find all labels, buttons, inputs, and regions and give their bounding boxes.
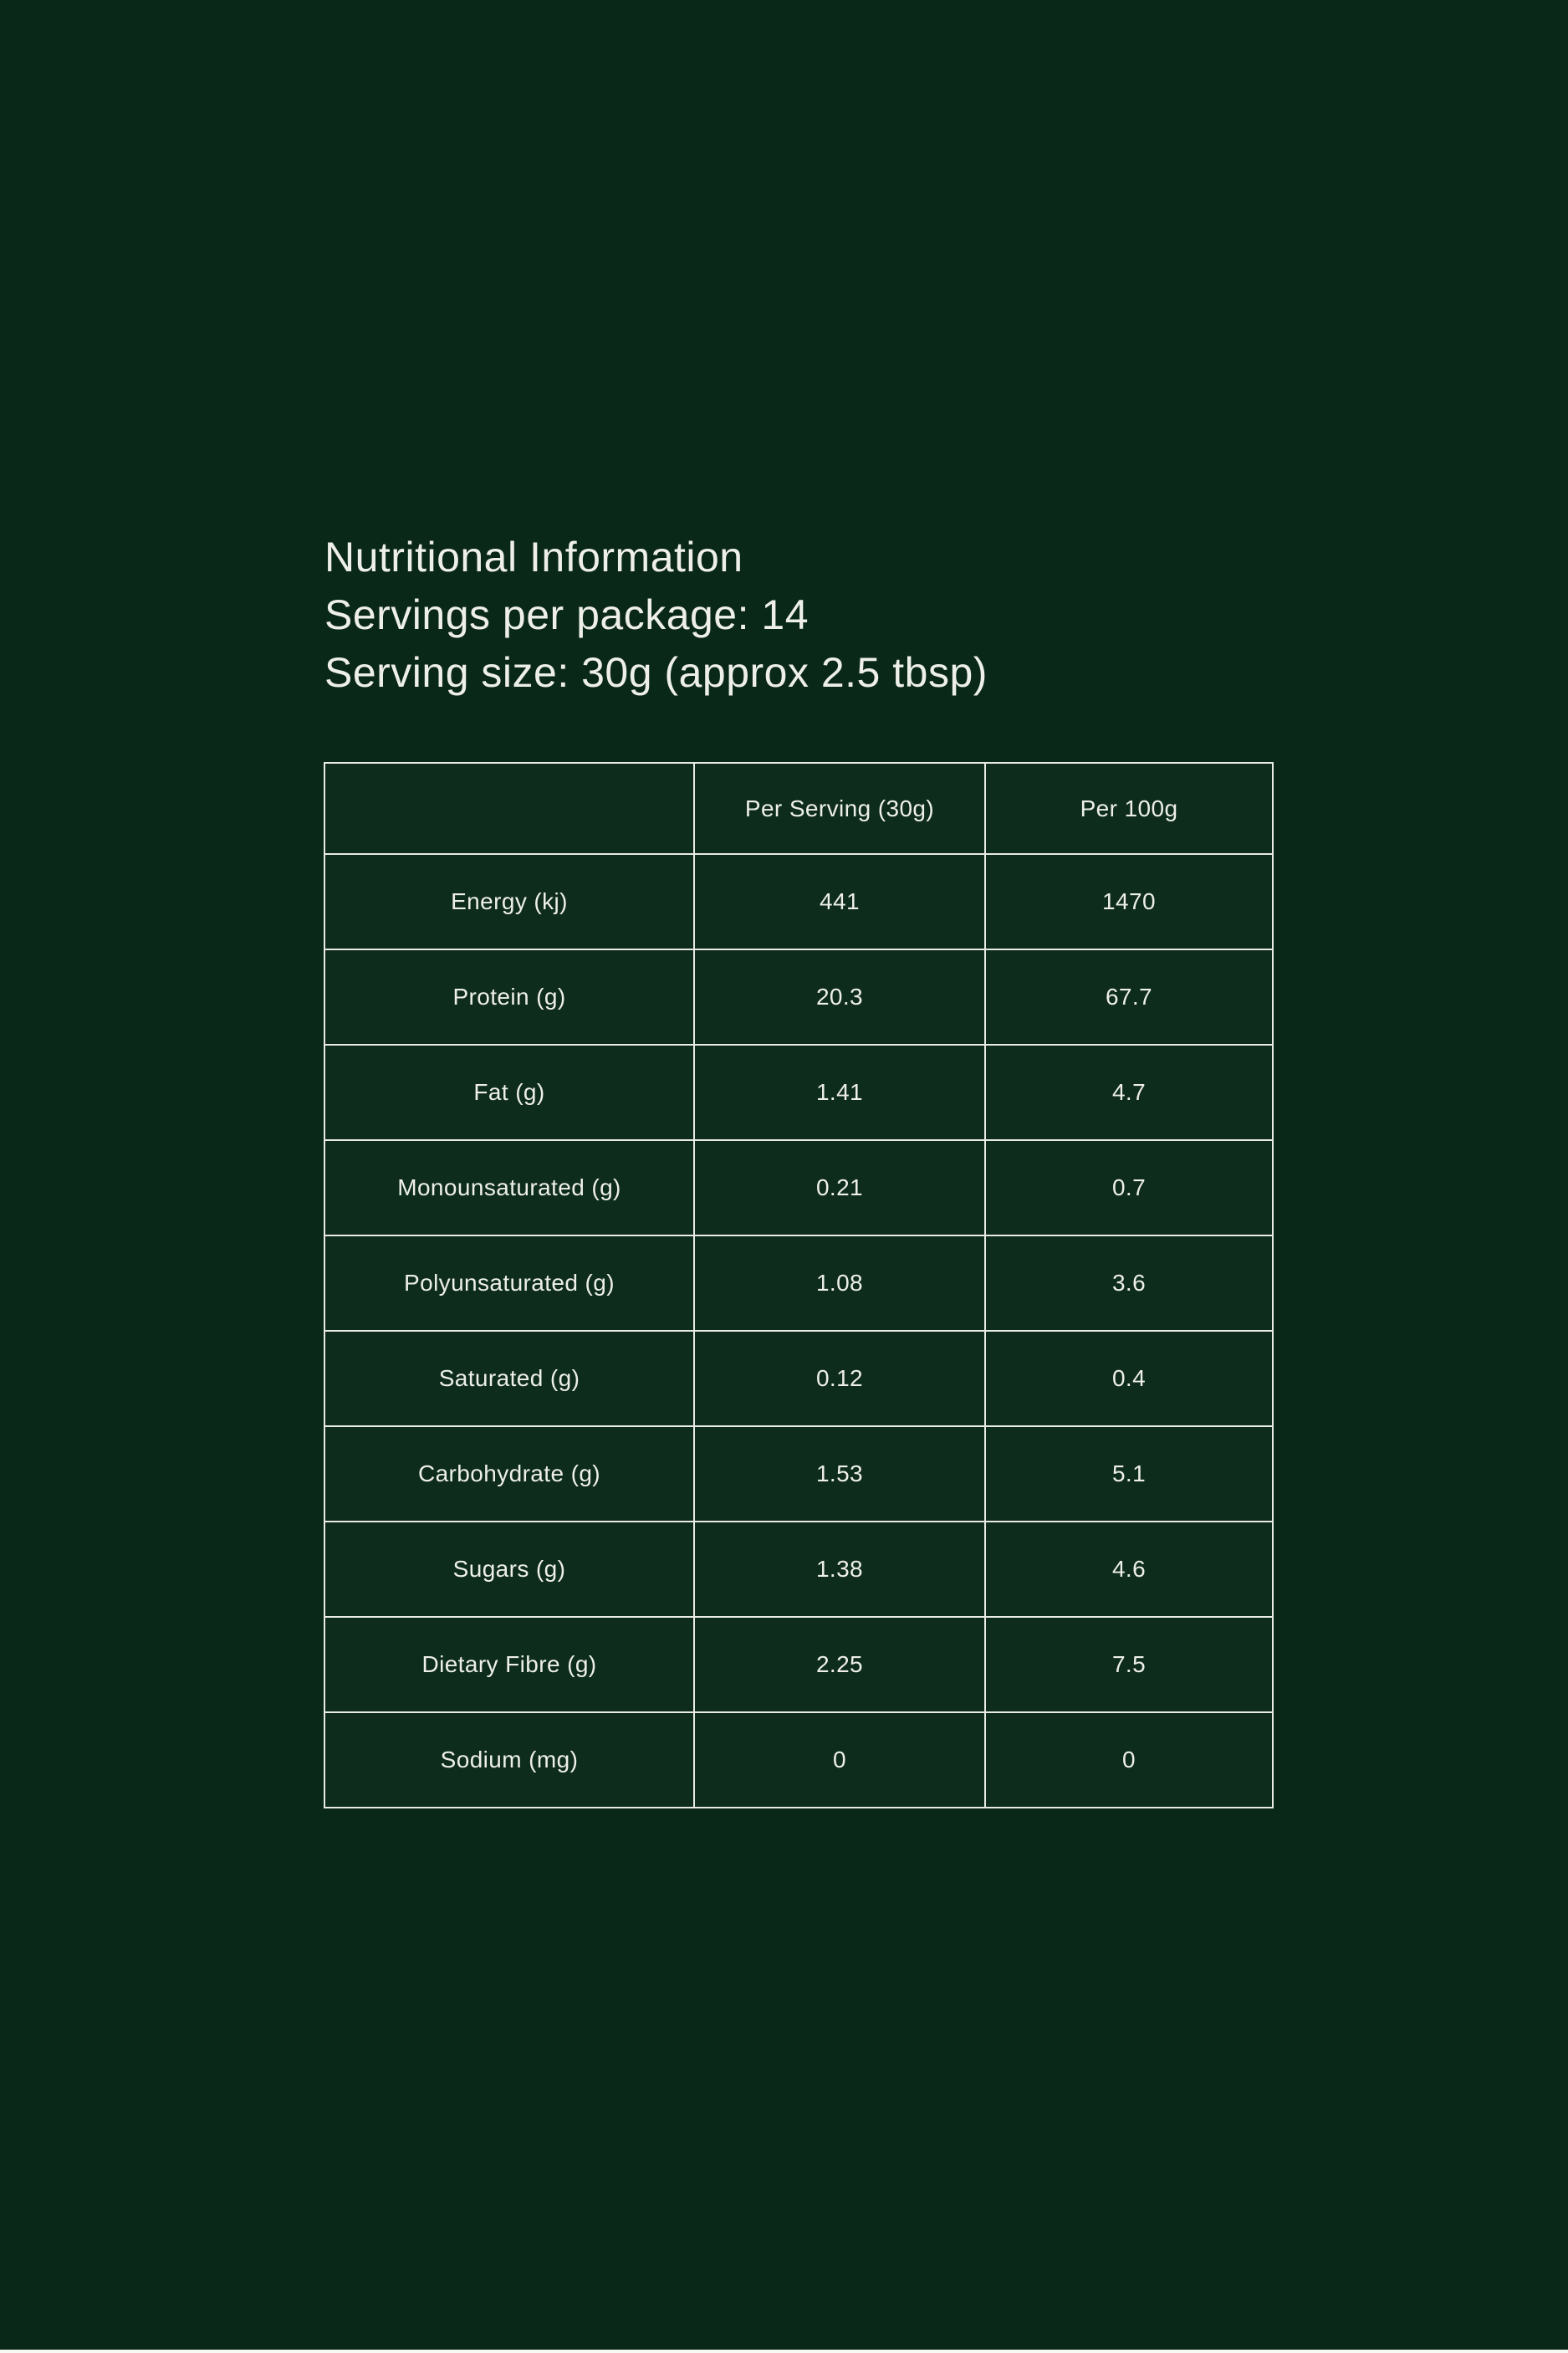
nutrition-table [324, 762, 1274, 1808]
table-header-row [324, 763, 1273, 854]
row-label: Carbohydrate (g) [324, 1426, 694, 1522]
per-100g-value: 67.7 [985, 949, 1273, 1045]
row-label: Sugars (g) [324, 1522, 694, 1617]
table-row [324, 1045, 1273, 1140]
row-label: Saturated (g) [324, 1331, 694, 1426]
row-label: Fat (g) [324, 1045, 694, 1140]
per-100g-value: 1470 [985, 854, 1273, 949]
per-serving-value: 0.21 [694, 1140, 985, 1235]
bottom-edge-strip [0, 2350, 1568, 2353]
label-header [324, 529, 988, 702]
page-title: Nutritional Information [324, 534, 743, 581]
column-header-per-100g: Per 100g [985, 763, 1273, 854]
row-label: Protein (g) [324, 949, 694, 1045]
row-label: Dietary Fibre (g) [324, 1617, 694, 1712]
per-serving-value: 20.3 [694, 949, 985, 1045]
table-row [324, 1331, 1273, 1426]
column-header-blank [324, 763, 694, 854]
table-row [324, 1617, 1273, 1712]
per-serving-value: 2.25 [694, 1617, 985, 1712]
per-serving-value: 441 [694, 854, 985, 949]
row-label: Energy (kj) [324, 854, 694, 949]
per-serving-value: 1.38 [694, 1522, 985, 1617]
per-100g-value: 0 [985, 1712, 1273, 1808]
table-row [324, 854, 1273, 949]
row-label: Sodium (mg) [324, 1712, 694, 1808]
per-100g-value: 4.6 [985, 1522, 1273, 1617]
table-row [324, 1140, 1273, 1235]
per-serving-value: 1.41 [694, 1045, 985, 1140]
per-serving-value: 0.12 [694, 1331, 985, 1426]
table-row [324, 949, 1273, 1045]
table-row [324, 1426, 1273, 1522]
per-serving-value: 1.53 [694, 1426, 985, 1522]
per-serving-value: 1.08 [694, 1235, 985, 1331]
servings-per-package-text: Servings per package: 14 [324, 591, 810, 638]
table-row [324, 1522, 1273, 1617]
per-100g-value: 7.5 [985, 1617, 1273, 1712]
serving-size-text: Serving size: 30g (approx 2.5 tbsp) [324, 649, 988, 696]
table-row [324, 1235, 1273, 1331]
per-serving-value: 0 [694, 1712, 985, 1808]
per-100g-value: 5.1 [985, 1426, 1273, 1522]
row-label: Polyunsaturated (g) [324, 1235, 694, 1331]
nutrition-table-body [324, 854, 1273, 1808]
table-row [324, 1712, 1273, 1808]
per-100g-value: 0.4 [985, 1331, 1273, 1426]
per-100g-value: 3.6 [985, 1235, 1273, 1331]
row-label: Monounsaturated (g) [324, 1140, 694, 1235]
per-100g-value: 0.7 [985, 1140, 1273, 1235]
per-100g-value: 4.7 [985, 1045, 1273, 1140]
column-header-per-serving: Per Serving (30g) [694, 763, 985, 854]
